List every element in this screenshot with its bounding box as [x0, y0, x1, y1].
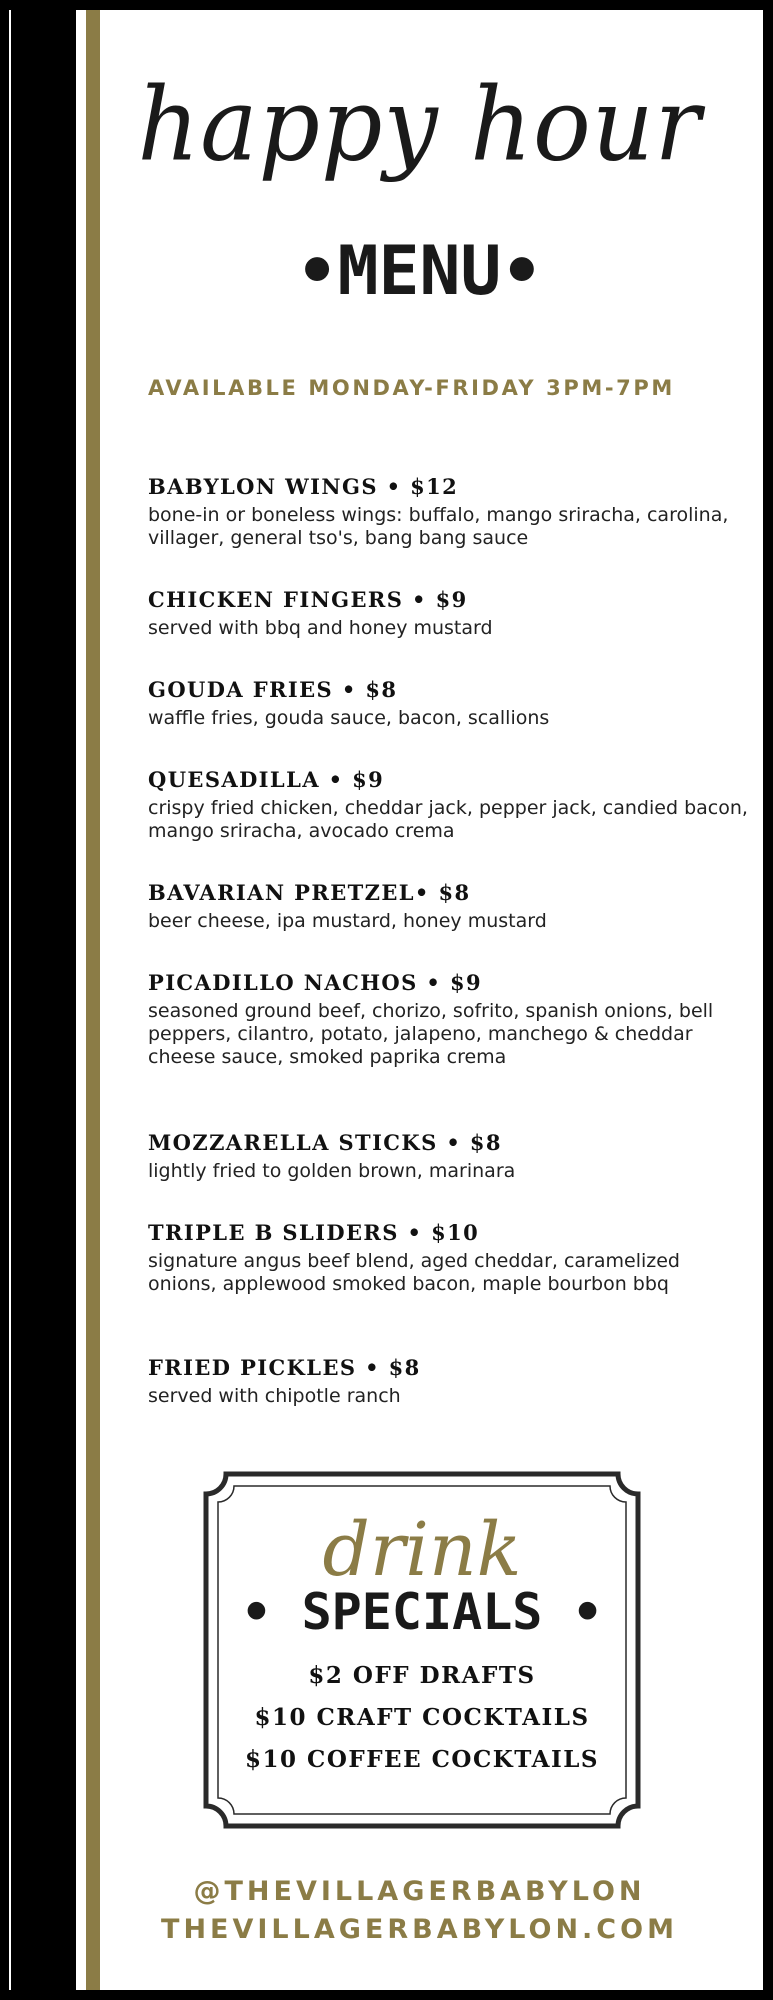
item-name: MOZZARELLA STICKS • $8: [148, 1130, 502, 1155]
menu-item: [148, 585, 748, 640]
item-description: waffle fries, gouda sauce, bacon, scallions: [148, 707, 550, 729]
social-handle: @THEVILLAGERBABYLON: [193, 1876, 646, 1907]
left-border: [0, 0, 76, 2000]
item-description: crispy fried chicken, cheddar jack, pepper jack, candied bacon, mango sriracha, avocado crema: [148, 797, 748, 842]
special-line: $10 CRAFT COCKTAILS: [254, 1704, 590, 1731]
menu-page: [76, 10, 763, 1990]
item-name: FRIED PICKLES • $8: [148, 1355, 421, 1380]
menu-item: [148, 1218, 748, 1296]
item-description: lightly fried to golden brown, marinara: [148, 1160, 516, 1182]
title-menu: •MENU•: [296, 232, 543, 311]
special-line: $2 OFF DRAFTS: [308, 1662, 536, 1689]
item-description: bone-in or boneless wings: buffalo, mango sriracha, carolina, villager, general tso's, bang bang sauce: [148, 504, 729, 549]
item-name: PICADILLO NACHOS • $9: [148, 970, 482, 995]
menu-item: [148, 675, 748, 730]
item-name: BABYLON WINGS • $12: [148, 474, 459, 499]
item-description: served with chipotle ranch: [148, 1385, 401, 1407]
menu-item: [148, 878, 748, 933]
availability-text: AVAILABLE MONDAY-FRIDAY 3PM-7PM: [148, 376, 675, 400]
title-script: happy hour: [137, 66, 702, 184]
menu-item: [148, 472, 748, 550]
menu-item: [148, 1353, 748, 1408]
item-description: seasoned ground beef, chorizo, sofrito, spanish onions, bell peppers, cilantro, potato, jalapeno, manchego & cheddar cheese sauce, smoked paprika crema: [148, 1000, 714, 1068]
item-description: signature angus beef blend, aged cheddar, caramelized onions, applewood smoked bacon, maple bourbon bbq: [148, 1250, 680, 1295]
item-name: QUESADILLA • $9: [148, 767, 385, 792]
drink-specials-box: [202, 1470, 642, 1830]
item-name: TRIPLE B SLIDERS • $10: [148, 1220, 480, 1245]
item-name: CHICKEN FINGERS • $9: [148, 587, 468, 612]
menu-item: [148, 1128, 748, 1183]
left-border-stripe: [9, 10, 11, 1990]
item-description: served with bbq and honey mustard: [148, 617, 493, 639]
menu-item: [148, 968, 748, 1069]
menu-item: [148, 765, 748, 843]
drink-script-title: drink: [322, 1507, 522, 1593]
right-border: [763, 0, 773, 2000]
item-name: BAVARIAN PRETZEL• $8: [148, 880, 471, 905]
item-description: beer cheese, ipa mustard, honey mustard: [148, 910, 547, 932]
item-name: GOUDA FRIES • $8: [148, 677, 398, 702]
special-line: $10 COFFEE COCKTAILS: [245, 1746, 599, 1773]
specials-title: • SPECIALS •: [241, 1583, 603, 1641]
specials-list: [202, 1655, 642, 1781]
website-url: THEVILLAGERBABYLON.COM: [161, 1914, 678, 1945]
